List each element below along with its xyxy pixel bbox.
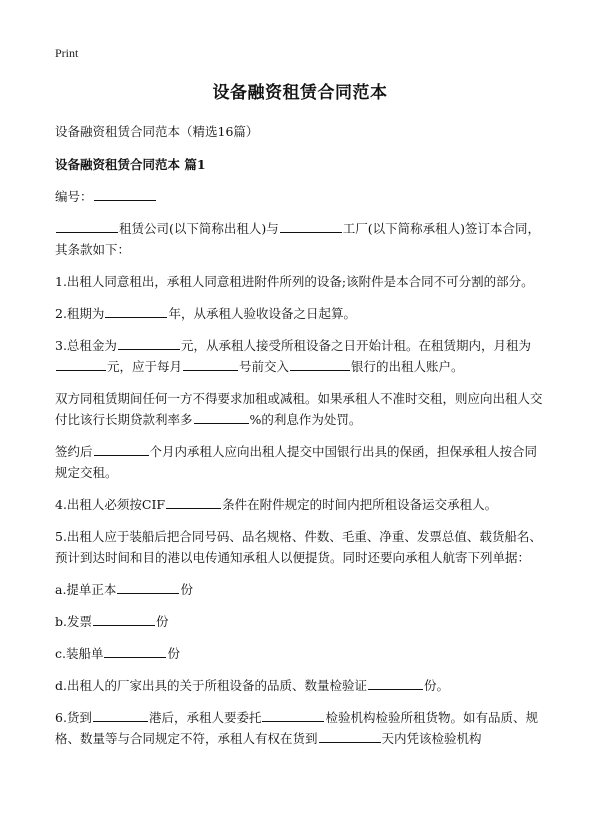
penalty-rate-blank (194, 411, 249, 424)
clause-4 (55, 494, 545, 515)
clause-3-text-1: 3.总租金为 (55, 338, 117, 353)
clause-3-text-3: 元，应于每月 (107, 359, 183, 374)
clause-3b-text-1: 双方同租赁期间任何一方不得要求加租或减租。如果承租人不准时交租，则应向出租人交付比该行长期贷款利率多 (55, 391, 543, 427)
item-b-label: b.发票 (55, 614, 92, 629)
item-d-blank (368, 677, 423, 690)
total-rent-blank (118, 337, 180, 350)
clause-1: 1.出租人同意租出，承租人同意租进附件所列的设备;该附件是本合同不可分割的部分。 (55, 274, 534, 289)
clause-6-text-2: 港后，承租人要委托 (148, 710, 262, 725)
port-blank (93, 709, 148, 722)
item-a-blank (117, 581, 179, 594)
bank-blank (290, 358, 350, 371)
item-c-suffix: 份 (167, 646, 180, 661)
clause-2-text-1: 2.租期为 (55, 306, 105, 321)
clause-4-text-1: 4.出租人必须按CIF (55, 497, 166, 512)
clause-3 (55, 335, 545, 377)
due-day-blank (183, 358, 238, 371)
item-a-label: a.提单正本 (55, 582, 117, 597)
clause-3-text-4: 号前交入 (239, 359, 290, 374)
clause-3c-text-2: 个月内承租人应向出租人提交中国银行出具的保函，担保承租人按合同规定交租。 (55, 444, 538, 480)
monthly-rent-blank (56, 358, 106, 371)
cif-port-blank (166, 496, 221, 509)
item-d-label: d.出租人的厂家出具的关于所租设备的品质、数量检验证 (55, 678, 367, 693)
item-c-blank (104, 645, 166, 658)
intro-text-2: 工厂(以下简称承租人)签订本合同，其条款如下： (55, 221, 541, 257)
number-label: 编号： (55, 189, 93, 204)
print-link[interactable]: Print (55, 46, 79, 60)
item-b-blank (93, 613, 155, 626)
clause-3b-text-2: %的利息作为处罚。 (249, 412, 362, 427)
contract-number-line (55, 186, 545, 207)
clause-2 (55, 303, 545, 324)
clause-6-text-3: 检验机构检验所租货物。如有品质、规格、数量等与合同规定不符，承租人有权在货到 (55, 710, 538, 746)
clause-6-text-1: 6.货到 (55, 710, 92, 725)
lessor-blank (56, 220, 118, 233)
clause-2-text-2: 年，从承租人验收设备之日起算。 (168, 306, 356, 321)
item-d-suffix: 份。 (423, 678, 449, 693)
clause-3b (55, 388, 545, 430)
months-blank (94, 443, 149, 456)
item-b (55, 611, 545, 632)
item-c-label: c.装船单 (55, 646, 104, 661)
clause-3-text-2: 元，从承租人接受所租设备之日开始计租。在租赁期内，月租为 (180, 338, 531, 353)
document-body (55, 78, 545, 760)
inspection-agency-blank (262, 709, 324, 722)
term-years-blank (105, 305, 167, 318)
number-blank (94, 188, 156, 201)
lessee-blank (280, 220, 342, 233)
item-d (55, 675, 545, 696)
clause-3c (55, 441, 545, 483)
page-title: 设备融资租赁合同范本 (212, 83, 388, 103)
item-b-suffix: 份 (155, 614, 169, 629)
days-blank (319, 730, 381, 743)
clause-6-text-4: 天内凭该检验机构 (381, 731, 482, 746)
intro-text-1: 租赁公司(以下简称出租人)与 (119, 221, 279, 236)
subtitle: 设备融资租赁合同范本（精选16篇） (55, 124, 259, 139)
item-a-suffix: 份 (180, 582, 193, 597)
item-a (55, 579, 545, 600)
section-heading: 设备融资租赁合同范本 篇1 (55, 157, 206, 172)
clause-3-text-5: 银行的出租人账户。 (351, 359, 464, 374)
clause-6 (55, 707, 545, 749)
clause-5: 5.出租人应于装船后把合同号码、品名规格、件数、毛重、净重、发票总值、载货船名、预计到达时间和目的港以电传通知承租人以便提货。同时还要向承租人航寄下列单据： (55, 529, 542, 565)
item-c (55, 643, 545, 664)
intro-paragraph (55, 218, 545, 260)
clause-4-text-2: 条件在附件规定的时间内把所租设备运交承租人。 (222, 497, 498, 512)
clause-3c-text-1: 签约后 (55, 444, 93, 459)
